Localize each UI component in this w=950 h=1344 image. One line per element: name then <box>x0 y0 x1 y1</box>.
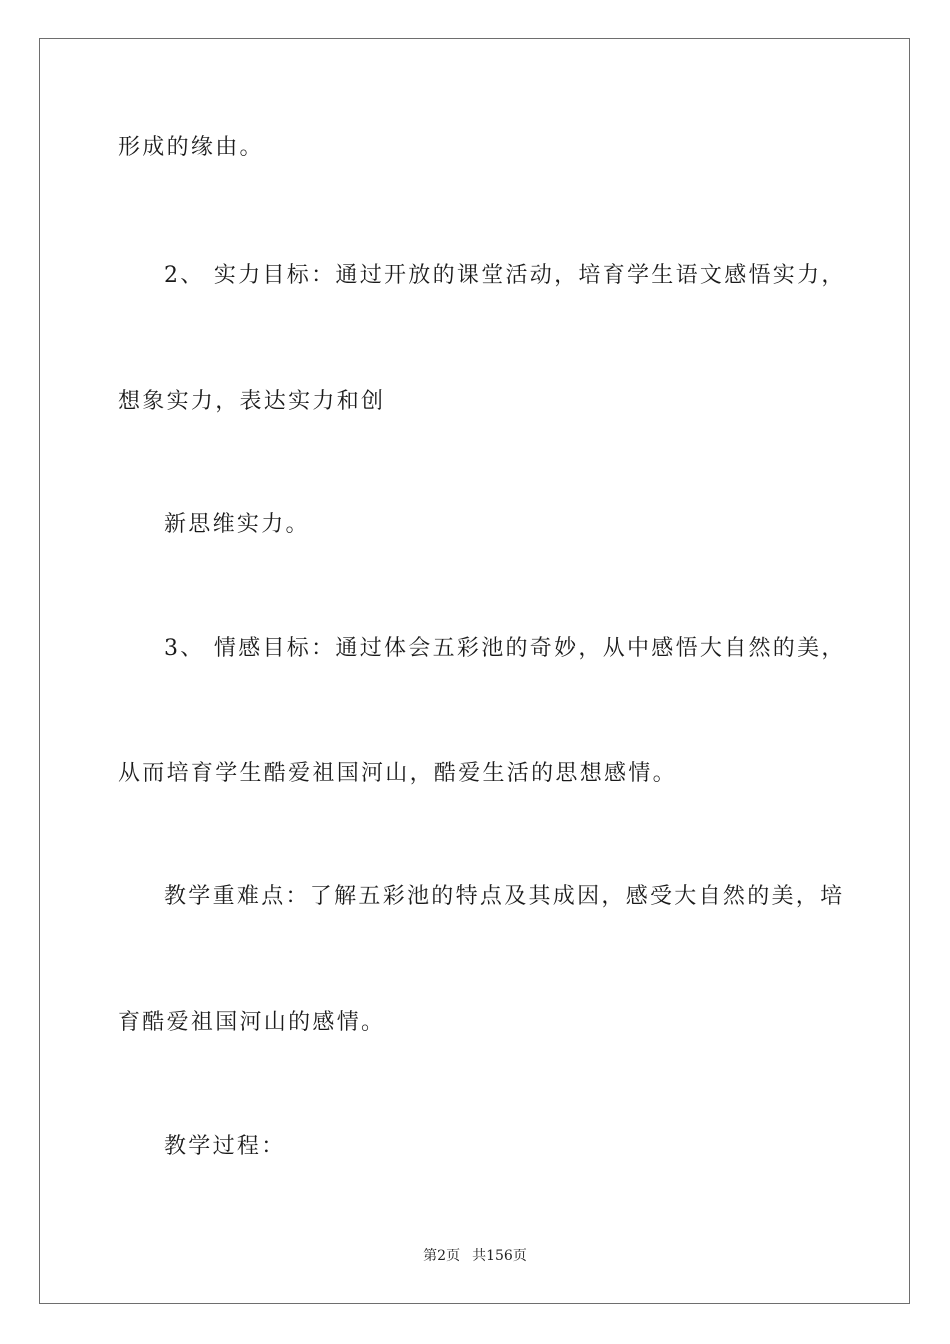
objective-3-line-2: 从而培育学生酷爱祖国河山，酷爱生活的思想感情。 <box>118 761 677 786</box>
objective-2-line-1: 2、 实力目标：通过开放的课堂活动，培育学生语文感悟实力， <box>164 263 846 288</box>
page-number: 第2页 <box>423 1248 461 1264</box>
objective-3-line-1: 3、 情感目标：通过体会五彩池的奇妙，从中感悟大自然的美， <box>164 636 846 661</box>
objective-2-line-2: 想象实力，表达实力和创 <box>118 389 386 414</box>
key-points-line-2: 育酷爱祖国河山的感情。 <box>118 1010 386 1035</box>
body-line-1: 形成的缘由。 <box>118 135 264 160</box>
page-border <box>39 38 910 1304</box>
process-heading: 教学过程： <box>164 1134 286 1159</box>
key-points-line-1: 教学重难点：了解五彩池的特点及其成因，感受大自然的美，培 <box>164 884 845 909</box>
total-pages: 共156页 <box>472 1248 527 1264</box>
objective-2-line-3: 新思维实力。 <box>164 512 310 537</box>
page-footer <box>0 1246 950 1266</box>
